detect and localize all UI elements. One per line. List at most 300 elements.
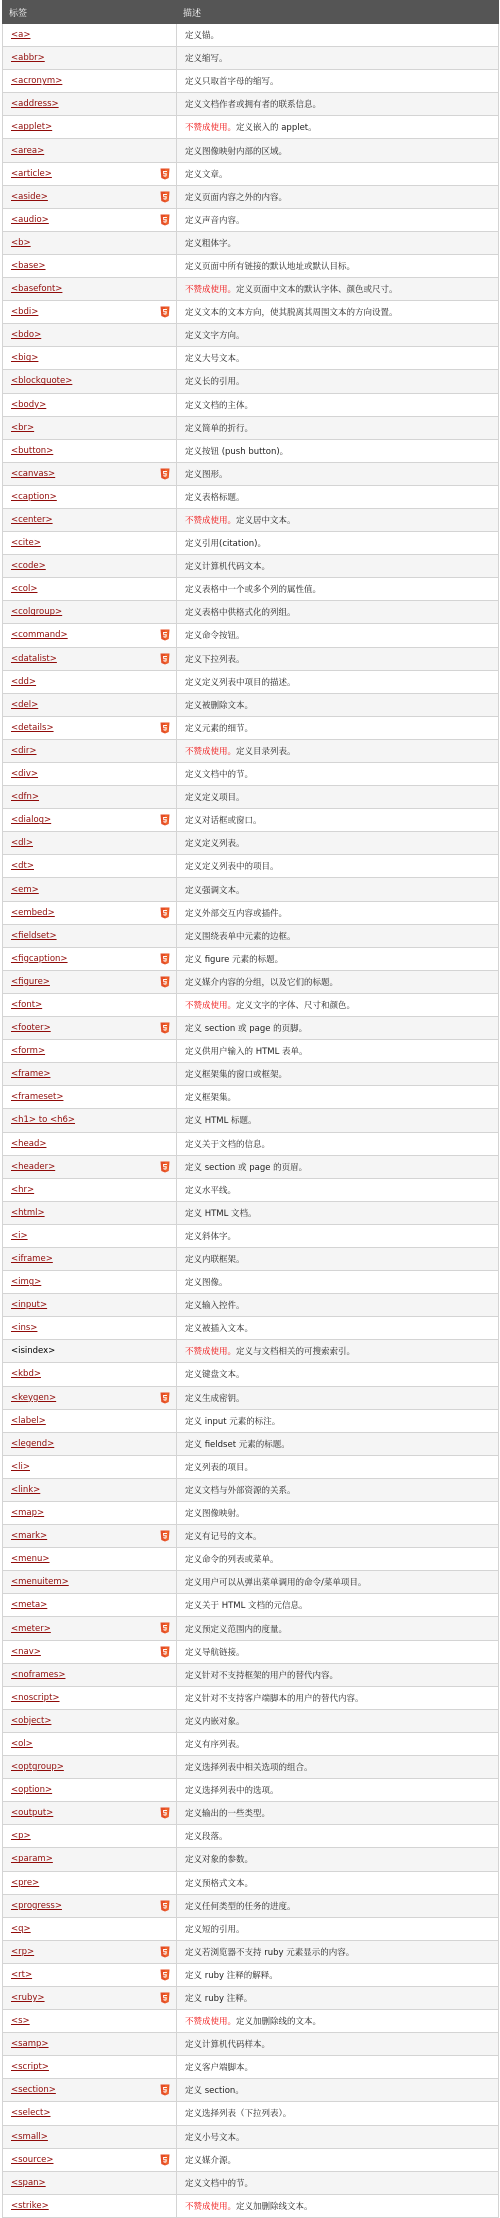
tag-cell	[3, 1063, 177, 1086]
tag-link[interactable]: <base>	[11, 260, 46, 271]
description-cell	[177, 647, 499, 670]
tag-link[interactable]: <body>	[11, 399, 47, 410]
tag-link[interactable]: <command>	[11, 630, 68, 641]
tag-link[interactable]: <html>	[11, 1207, 45, 1218]
tag-link[interactable]: <hr>	[11, 1184, 35, 1195]
description-cell	[177, 1432, 499, 1455]
tag-cell	[3, 1455, 177, 1478]
description-cell	[177, 2194, 499, 2217]
tag-link[interactable]: <menu>	[11, 1554, 50, 1565]
table-row	[3, 93, 499, 116]
description-text: 定义文档作者或拥有者的联系信息。	[185, 100, 322, 111]
table-row	[3, 1709, 499, 1732]
tag-link[interactable]: <abbr>	[11, 53, 45, 64]
description-cell	[177, 347, 499, 370]
description-text: 定义定义项目。	[185, 793, 245, 804]
tag-cell	[3, 901, 177, 924]
tag-link[interactable]: <output>	[11, 1808, 54, 1819]
tag-cell	[3, 1224, 177, 1247]
tag-link[interactable]: <s>	[11, 2016, 30, 2027]
html-tag-reference-table	[2, 0, 499, 2218]
deprecated-notice: 不赞成使用。	[185, 1000, 237, 1011]
tag-cell	[3, 1317, 177, 1340]
tag-link[interactable]: <noscript>	[11, 1692, 60, 1703]
tag-link[interactable]: <source>	[11, 2154, 54, 2165]
tag-cell	[3, 670, 177, 693]
tag-link[interactable]: <noframes>	[11, 1669, 66, 1680]
description-cell	[177, 1640, 499, 1663]
description-cell	[177, 1317, 499, 1340]
description-cell	[177, 1756, 499, 1779]
description-cell	[177, 809, 499, 832]
tag-cell	[3, 116, 177, 139]
description-cell	[177, 1571, 499, 1594]
tag-cell	[3, 462, 177, 485]
description-cell	[177, 1224, 499, 1247]
tag-cell	[3, 878, 177, 901]
description-cell	[177, 901, 499, 924]
html5-shield-icon	[160, 2084, 170, 2096]
tag-link[interactable]: <div>	[11, 769, 39, 780]
description-cell	[177, 855, 499, 878]
html5-shield-icon	[160, 2154, 170, 2166]
tag-link[interactable]: <mark>	[11, 1531, 48, 1542]
description-text: 定义声音内容。	[185, 215, 245, 226]
tag-link[interactable]: <dialog>	[11, 815, 52, 826]
description-text: 定义只取首字母的缩写。	[185, 77, 279, 88]
table-row	[3, 1224, 499, 1247]
description-cell	[177, 416, 499, 439]
description-text: 定义 fieldset 元素的标题。	[185, 1439, 290, 1450]
table-row	[3, 508, 499, 531]
tag-cell	[3, 485, 177, 508]
tag-link[interactable]: <meter>	[11, 1623, 51, 1634]
tag-link[interactable]: <acronym>	[11, 76, 63, 87]
tag-cell	[3, 347, 177, 370]
tag-link[interactable]: <aside>	[11, 191, 48, 202]
tag-link[interactable]: <caption>	[11, 491, 57, 502]
description-text: 定义 ruby 注释的解释。	[185, 1970, 278, 1981]
description-text: 定义 HTML 文档。	[185, 1208, 257, 1219]
tag-link[interactable]: <big>	[11, 353, 39, 364]
table-row	[3, 624, 499, 647]
tag-cell	[3, 416, 177, 439]
tag-cell	[3, 1247, 177, 1270]
tag-cell	[3, 2056, 177, 2079]
tag-link[interactable]: <samp>	[11, 2039, 49, 2050]
description-text: 定义居中文本。	[236, 516, 296, 527]
tag-cell	[3, 601, 177, 624]
html5-shield-icon	[160, 976, 170, 988]
table-row	[3, 278, 499, 301]
tag-cell	[3, 1432, 177, 1455]
tag-link[interactable]: <ins>	[11, 1323, 38, 1334]
description-cell	[177, 1502, 499, 1525]
table-row	[3, 393, 499, 416]
table-row	[3, 809, 499, 832]
description-cell	[177, 1525, 499, 1548]
tag-link[interactable]: <script>	[11, 2062, 49, 2073]
tag-link[interactable]: <select>	[11, 2108, 51, 2119]
tag-link[interactable]: <iframe>	[11, 1254, 53, 1265]
deprecated-notice: 不赞成使用。	[185, 2201, 237, 2212]
table-row	[3, 1201, 499, 1224]
tag-link[interactable]: <dd>	[11, 676, 37, 687]
description-cell	[177, 2148, 499, 2171]
tag-cell	[3, 1525, 177, 1548]
tag-cell	[3, 624, 177, 647]
tag-link[interactable]: <span>	[11, 2177, 46, 2188]
table-row	[3, 324, 499, 347]
header-tag-column: 标签	[3, 1, 177, 24]
tag-link[interactable]: <bdo>	[11, 330, 42, 341]
tag-link[interactable]: <br>	[11, 422, 35, 433]
table-row	[3, 786, 499, 809]
description-cell	[177, 1548, 499, 1571]
tag-link[interactable]: <button>	[11, 445, 54, 456]
tag-link[interactable]: <form>	[11, 1046, 46, 1057]
description-cell	[177, 231, 499, 254]
table-row	[3, 2102, 499, 2125]
description-text: 定义锚。	[185, 31, 220, 42]
tag-link[interactable]: <code>	[11, 561, 46, 572]
tag-link[interactable]: <a>	[11, 30, 31, 41]
tag-link[interactable]: <embed>	[11, 907, 55, 918]
tag-link[interactable]: <canvas>	[11, 468, 56, 479]
description-text: 定义导航链接。	[185, 1647, 245, 1658]
description-cell	[177, 970, 499, 993]
description-text: 定义粗体字。	[185, 238, 237, 249]
tag-cell	[3, 93, 177, 116]
description-text: 定义图像。	[185, 1278, 228, 1289]
tag-link[interactable]: <figcaption>	[11, 953, 68, 964]
tag-link[interactable]: <figure>	[11, 976, 50, 987]
tag-cell	[3, 1963, 177, 1986]
table-row	[3, 1478, 499, 1501]
table-row	[3, 116, 499, 139]
description-text: 定义对话框或窗口。	[185, 816, 262, 827]
html5-shield-icon	[160, 1807, 170, 1819]
description-text: 定义加删除线的文本。	[236, 2017, 322, 2028]
tag-link[interactable]: <details>	[11, 722, 54, 733]
tag-link[interactable]: <link>	[11, 1484, 41, 1495]
tag-link[interactable]: <basefont>	[11, 284, 63, 295]
description-cell	[177, 2079, 499, 2102]
tag-link[interactable]: <meta>	[11, 1600, 48, 1611]
table-row	[3, 647, 499, 670]
tag-link[interactable]: <p>	[11, 1831, 31, 1842]
table-row	[3, 139, 499, 162]
tag-link[interactable]: <section>	[11, 2085, 56, 2096]
tag-cell	[3, 24, 177, 47]
description-text: 定义任何类型的任务的进度。	[185, 1901, 296, 1912]
tag-cell	[3, 1709, 177, 1732]
description-text: 定义内嵌对象。	[185, 1716, 245, 1727]
tag-cell	[3, 947, 177, 970]
table-row	[3, 2033, 499, 2056]
description-text: 定义供用户输入的 HTML 表单。	[185, 1047, 308, 1058]
tag-link[interactable]: <font>	[11, 999, 43, 1010]
html5-shield-icon	[160, 722, 170, 734]
description-cell	[177, 162, 499, 185]
tag-link[interactable]: <h1> to <h6>	[11, 1115, 76, 1126]
html5-shield-icon	[160, 814, 170, 826]
description-cell	[177, 254, 499, 277]
description-cell	[177, 1409, 499, 1432]
table-row	[3, 347, 499, 370]
tag-link[interactable]: <pre>	[11, 1877, 40, 1888]
tag-link[interactable]: <datalist>	[11, 653, 57, 664]
tag-link[interactable]: <em>	[11, 884, 39, 895]
tag-cell	[3, 1409, 177, 1432]
description-cell	[177, 1086, 499, 1109]
tag-link[interactable]: <dir>	[11, 745, 37, 756]
description-text: 定义文字的字体、尺寸和颜色。	[236, 1000, 356, 1011]
description-cell	[177, 2102, 499, 2125]
table-row	[3, 1848, 499, 1871]
tag-link[interactable]: <fieldset>	[11, 930, 57, 941]
description-text: 定义页面内容之外的内容。	[185, 192, 288, 203]
tag-link[interactable]: <object>	[11, 1715, 52, 1726]
description-text: 定义引用(citation)。	[185, 539, 266, 550]
table-row	[3, 185, 499, 208]
tag-link[interactable]: <i>	[11, 1230, 28, 1241]
description-cell	[177, 1986, 499, 2009]
table-row	[3, 2010, 499, 2033]
tag-cell	[3, 1340, 177, 1363]
tag-link[interactable]: <audio>	[11, 214, 49, 225]
tag-cell	[3, 1663, 177, 1686]
tag-link[interactable]: <param>	[11, 1854, 53, 1865]
tag-link[interactable]: <dl>	[11, 838, 34, 849]
tag-link[interactable]: <rt>	[11, 1969, 33, 1980]
description-text: 定义文档的主体。	[185, 400, 254, 411]
tag-link[interactable]: <progress>	[11, 1900, 62, 1911]
tag-cell	[3, 1502, 177, 1525]
table-row	[3, 1063, 499, 1086]
tag-cell	[3, 1086, 177, 1109]
tag-cell	[3, 1940, 177, 1963]
description-cell	[177, 2033, 499, 2056]
html5-shield-icon	[160, 953, 170, 965]
tag-link[interactable]: <ruby>	[11, 1993, 45, 2004]
tag-cell	[3, 208, 177, 231]
tag-link[interactable]: <rp>	[11, 1946, 35, 1957]
description-text: 定义文档与外部资源的关系。	[185, 1485, 296, 1496]
description-text: 定义媒介内容的分组，以及它们的标题。	[185, 977, 339, 988]
description-cell	[177, 24, 499, 47]
tag-link[interactable]: <map>	[11, 1508, 45, 1519]
table-body	[3, 24, 499, 2218]
description-cell	[177, 393, 499, 416]
tag-cell	[3, 809, 177, 832]
table-row	[3, 878, 499, 901]
description-cell	[177, 739, 499, 762]
tag-link[interactable]: <area>	[11, 145, 45, 156]
html5-shield-icon	[160, 629, 170, 641]
tag-link[interactable]: <blockquote>	[11, 376, 73, 387]
tag-link[interactable]: <head>	[11, 1138, 47, 1149]
description-cell	[177, 670, 499, 693]
tag-cell	[3, 924, 177, 947]
description-text: 定义定义列表中项目的描述。	[185, 677, 296, 688]
description-text: 定义键盘文本。	[185, 1370, 245, 1381]
description-cell	[177, 1871, 499, 1894]
tag-cell	[3, 254, 177, 277]
tag-cell	[3, 1756, 177, 1779]
tag-link[interactable]: <article>	[11, 168, 52, 179]
tag-link[interactable]: <dfn>	[11, 792, 40, 803]
tag-cell	[3, 970, 177, 993]
tag-link[interactable]: <menuitem>	[11, 1577, 69, 1588]
tag-link[interactable]: <legend>	[11, 1438, 55, 1449]
tag-link[interactable]: <b>	[11, 237, 31, 248]
tag-cell	[3, 855, 177, 878]
tag-link[interactable]: <center>	[11, 515, 53, 526]
table-row	[3, 485, 499, 508]
description-text: 定义命令的列表或菜单。	[185, 1555, 279, 1566]
description-text: 定义 figure 元素的标题。	[185, 954, 284, 965]
tag-link[interactable]: <q>	[11, 1923, 31, 1934]
tag-link[interactable]: <footer>	[11, 1023, 51, 1034]
table-row	[3, 1155, 499, 1178]
tag-cell	[3, 2102, 177, 2125]
table-row	[3, 1432, 499, 1455]
description-text: 定义客户端脚本。	[185, 2063, 254, 2074]
table-row	[3, 1986, 499, 2009]
tag-link[interactable]: <strike>	[11, 2200, 49, 2211]
tag-cell	[3, 1779, 177, 1802]
description-text: 定义媒介源。	[185, 2155, 237, 2166]
description-text: 定义生成密钥。	[185, 1393, 245, 1404]
table-row	[3, 693, 499, 716]
tag-link[interactable]: <kbd>	[11, 1369, 41, 1380]
header-row	[3, 1, 499, 24]
tag-link[interactable]: <frame>	[11, 1069, 51, 1080]
tag-cell	[3, 162, 177, 185]
tag-link[interactable]: <input>	[11, 1300, 48, 1311]
description-text: 定义图像映射内部的区域。	[185, 146, 288, 157]
tag-link[interactable]: <cite>	[11, 538, 41, 549]
table-row	[3, 1178, 499, 1201]
description-text: 定义短的引用。	[185, 1924, 245, 1935]
tag-cell	[3, 1848, 177, 1871]
description-cell	[177, 1617, 499, 1640]
table-row	[3, 1686, 499, 1709]
tag-link[interactable]: <ol>	[11, 1738, 33, 1749]
description-cell	[177, 1340, 499, 1363]
tag-link[interactable]: <header>	[11, 1161, 56, 1172]
description-text: 定义文本的文本方向，使其脱离其周围文本的方向设置。	[185, 308, 398, 319]
table-row	[3, 993, 499, 1016]
table-row	[3, 439, 499, 462]
description-text: 定义有记号的文本。	[185, 1532, 262, 1543]
table-row	[3, 1940, 499, 1963]
tag-link[interactable]: <dt>	[11, 861, 34, 872]
description-cell	[177, 716, 499, 739]
tag-cell	[3, 370, 177, 393]
tag-cell	[3, 1825, 177, 1848]
tag-link[interactable]: <img>	[11, 1277, 42, 1288]
table-row	[3, 555, 499, 578]
tag-cell	[3, 1478, 177, 1501]
description-cell	[177, 555, 499, 578]
table-row	[3, 578, 499, 601]
table-row	[3, 1017, 499, 1040]
tag-cell	[3, 2148, 177, 2171]
description-text: 定义被删除文本。	[185, 700, 254, 711]
table-row	[3, 1571, 499, 1594]
description-text: 定义内联框架。	[185, 1255, 245, 1266]
tag-cell	[3, 693, 177, 716]
deprecated-notice: 不赞成使用。	[185, 746, 237, 757]
table-row	[3, 1594, 499, 1617]
tag-link[interactable]: <colgroup>	[11, 607, 63, 618]
tag-link[interactable]: <address>	[11, 99, 59, 110]
tag-name: <isindex>	[11, 1346, 56, 1357]
html5-shield-icon	[160, 1969, 170, 1981]
table-row	[3, 716, 499, 739]
description-cell	[177, 532, 499, 555]
tag-cell	[3, 1132, 177, 1155]
table-row	[3, 532, 499, 555]
tag-cell	[3, 1548, 177, 1571]
tag-link[interactable]: <del>	[11, 699, 39, 710]
tag-link[interactable]: <applet>	[11, 122, 53, 133]
tag-link[interactable]: <col>	[11, 584, 38, 595]
tag-cell	[3, 301, 177, 324]
tag-link[interactable]: <frameset>	[11, 1092, 64, 1103]
description-text: 定义输出的一些类型。	[185, 1809, 271, 1820]
table-row	[3, 1271, 499, 1294]
tag-cell	[3, 508, 177, 531]
description-cell	[177, 1594, 499, 1617]
description-cell	[177, 370, 499, 393]
tag-link[interactable]: <li>	[11, 1461, 30, 1472]
tag-cell	[3, 1109, 177, 1132]
tag-cell	[3, 1686, 177, 1709]
description-text: 定义关于文档的信息。	[185, 1139, 271, 1150]
tag-link[interactable]: <label>	[11, 1415, 46, 1426]
tag-cell	[3, 647, 177, 670]
html5-shield-icon	[160, 1900, 170, 1912]
description-text: 定义关于 HTML 文档的元信息。	[185, 1601, 308, 1612]
description-cell	[177, 693, 499, 716]
tag-cell	[3, 2033, 177, 2056]
description-text: 定义定义列表中的项目。	[185, 862, 279, 873]
tag-link[interactable]: <keygen>	[11, 1392, 57, 1403]
description-cell	[177, 439, 499, 462]
tag-cell	[3, 1986, 177, 2009]
tag-cell	[3, 1894, 177, 1917]
description-text: 定义长的引用。	[185, 377, 245, 388]
tag-link[interactable]: <optgroup>	[11, 1762, 64, 1773]
tag-link[interactable]: <nav>	[11, 1646, 41, 1657]
html5-shield-icon	[160, 306, 170, 318]
tag-cell	[3, 578, 177, 601]
tag-link[interactable]: <small>	[11, 2131, 48, 2142]
tag-link[interactable]: <option>	[11, 1785, 53, 1796]
description-text: 定义目录列表。	[236, 746, 296, 757]
description-text: 定义文章。	[185, 169, 228, 180]
description-text: 定义 HTML 标题。	[185, 1116, 257, 1127]
description-text: 定义被插入文本。	[185, 1324, 254, 1335]
table-row	[3, 1756, 499, 1779]
table-row	[3, 1917, 499, 1940]
table-row	[3, 2056, 499, 2079]
table-row	[3, 370, 499, 393]
tag-link[interactable]: <bdi>	[11, 307, 39, 318]
